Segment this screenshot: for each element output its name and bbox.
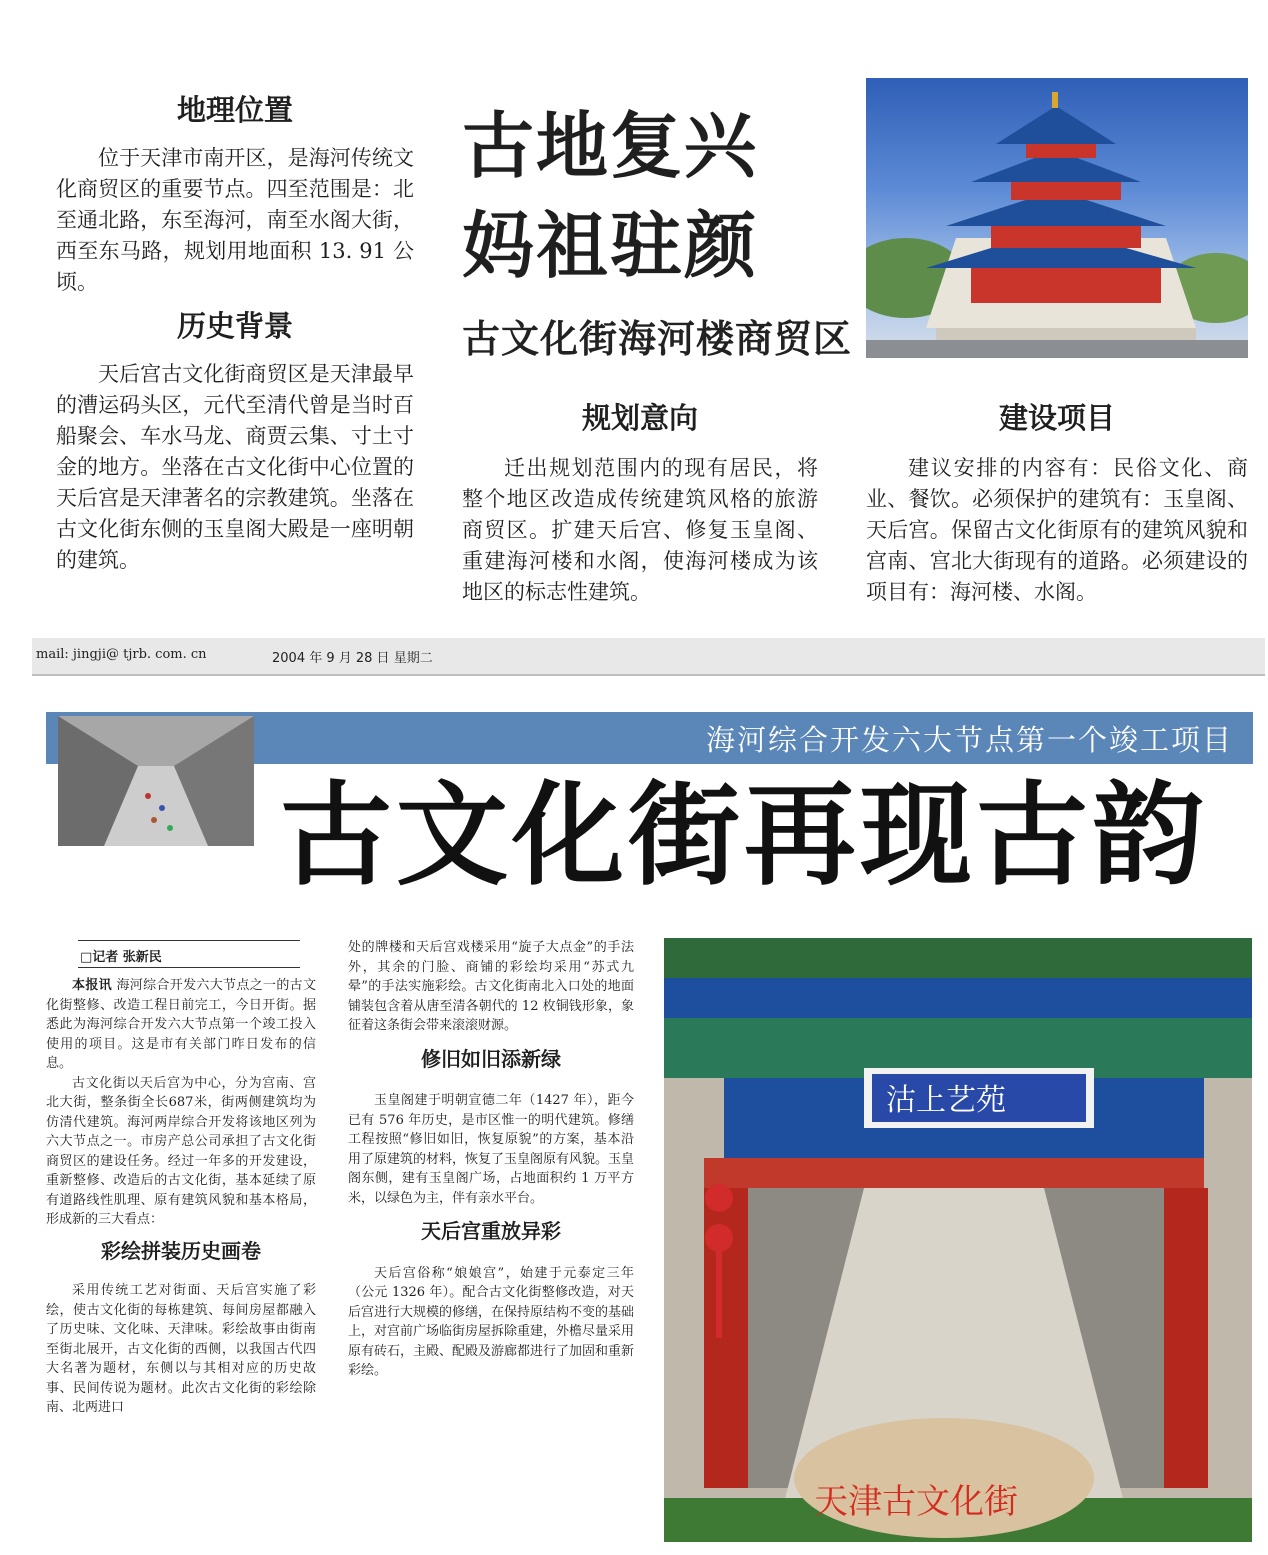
street-thumbnail-photo — [58, 716, 254, 846]
projects-text: 建议安排的内容有：民俗文化、商业、餐饮。必须保护的建筑有：玉皇阁、天后宫。保留古文化街原有的建筑风貌和宫南、宫北大街现有的道路。必须建设的项目有：海河楼、水阁。 — [866, 456, 1248, 604]
date-bar — [32, 638, 1265, 676]
subhead-restoration: 修旧如旧添新绿 — [421, 1046, 561, 1071]
kicker-text: 海河综合开发六大节点第一个竣工项目 — [705, 723, 1233, 757]
gate-illustration — [664, 938, 1252, 1542]
byline-rule-top — [78, 940, 300, 941]
article-headline: 古文化街再现古韵 — [280, 771, 1208, 901]
plan-text: 迁出规划范围内的现有居民，将整个地区改造成传统建筑风格的旅游商贸区。扩建天后宫、修复玉皇阁、重建海河楼和水阁，使海河楼成为该地区的标志性建筑。 — [462, 456, 818, 604]
article-paragraph: 采用传统工艺对街面、天后宫实施了彩绘，使古文化街的每栋建筑、每间房屋都融入了历史味、文化味、天津味。彩绘故事由街南至街北展开，古文化街的西侧，以我国古代四大名著为题材，东侧以与其相对应的历史故事、民间传说为题材。此次古文化街的彩绘除南、北两进口 — [46, 1283, 316, 1415]
article-paragraph: 处的牌楼和天后宫戏楼采用“旋子大点金”的手法外，其余的门脸、商铺的彩绘均采用“苏式九晕”的手法实施彩绘。古文化街南北入口处的地面铺装包含着从唐至清各朝代的 12 枚铜钱形象，象征着这条街会带来滚滚财源。 — [348, 940, 634, 1033]
lead-text: 海河综合开发六大节点之一的古文化街整修、改造工程日前完工，今日开街。据悉此为海河综合开发六大节点第一个竣工投入使用的项目。这是市有关部门昨日发布的信息。 — [46, 978, 316, 1071]
byline-rule-bottom — [78, 967, 300, 968]
plan-section — [462, 396, 818, 608]
article-paragraph: 天后宫俗称“娘娘宫”，始建于元泰定三年（公元 1326 年）。配合古文化街整修改造，对天后宫进行大规模的修缮，在保持原结构不变的基础上，对宫前广场临街房屋拆除重建，外檐尽量采用原有砖石，主殿、配殿及游廊都进行了加固和重新彩绘。 — [348, 1265, 635, 1378]
lead-label: 本报讯 — [72, 978, 112, 993]
feature-title-line2: 妈祖驻颜 — [462, 203, 759, 288]
street-thumbnail-illustration — [58, 716, 254, 846]
article-column-1 — [46, 976, 316, 1418]
feature-subtitle-wrap — [462, 308, 922, 363]
feature-title-line1: 古地复兴 — [462, 103, 759, 188]
article-paragraph: 玉皇阁建于明朝宣德二年（1427 年），距今已有 576 年历史，是市区惟一的明代建筑。修缮工程按照“修旧如旧，恢复原貌”的方案，基本沿用了原建筑的材料，恢复了玉皇阁原有风貌。玉皇阁东侧，建有玉皇阁广场，占地面积约 1 万平方米，以绿色为主，伴有亲水平台。 — [348, 1093, 635, 1206]
pagoda-illustration — [866, 78, 1248, 358]
projects-heading: 建设项目 — [998, 401, 1115, 435]
history-section — [56, 304, 414, 576]
gate-sign-text: 沽上艺苑 — [886, 1083, 1006, 1118]
subhead-temple: 天后宫重放异彩 — [421, 1219, 561, 1243]
geo-section — [56, 88, 414, 298]
geo-text: 位于天津市南开区，是海河传统文化商贸区的重要节点。四至范围是：北至通北路，东至海河，南至水阁大街，西至东马路，规划用地面积 13. 91 公顷。 — [56, 146, 414, 294]
subhead-painting: 彩绘拼装历史画卷 — [101, 1238, 261, 1263]
email-text: mail: jingji@ tjrb. com. cn — [36, 647, 207, 662]
feature-subtitle: 古文化街海河楼商贸区 — [462, 316, 853, 361]
stone-inscription: 天津古文化街 — [814, 1482, 1018, 1522]
geo-heading: 地理位置 — [176, 93, 293, 127]
projects-section — [866, 396, 1248, 608]
issue-date: 2004 年 9 月 28 日 星期二 — [272, 651, 433, 666]
article-column-2 — [348, 938, 634, 1381]
history-heading: 历史背景 — [176, 309, 293, 343]
byline: □记者 张新民 — [80, 950, 162, 965]
feature-title — [462, 96, 862, 296]
article-paragraph: 古文化街以天后宫为中心，分为宫南、宫北大街，整条街全长687米，街两侧建筑均为仿清代建筑。海河两岸综合开发将该地区列为六大节点之一。市房产总公司承担了古文化街商贸区的建设任务。经过一年多的开发建设，重新整修、改造后的古文化街，基本延续了原有道路线性肌理、原有建筑风貌和基本格局，形成新的三大看点： — [46, 1075, 316, 1227]
history-text: 天后宫古文化街商贸区是天津最早的漕运码头区，元代至清代曾是当时百船聚会、车水马龙、商贾云集、寸土寸金的地方。坐落在古文化街中心位置的天后宫是天津著名的宗教建筑。坐落在古文化街东侧的玉皇阁大殿是一座明朝的建筑。 — [56, 362, 414, 572]
pagoda-photo — [866, 78, 1248, 358]
plan-heading: 规划意向 — [581, 401, 698, 435]
article-paragraph — [46, 976, 316, 1074]
gate-photo — [664, 938, 1252, 1542]
